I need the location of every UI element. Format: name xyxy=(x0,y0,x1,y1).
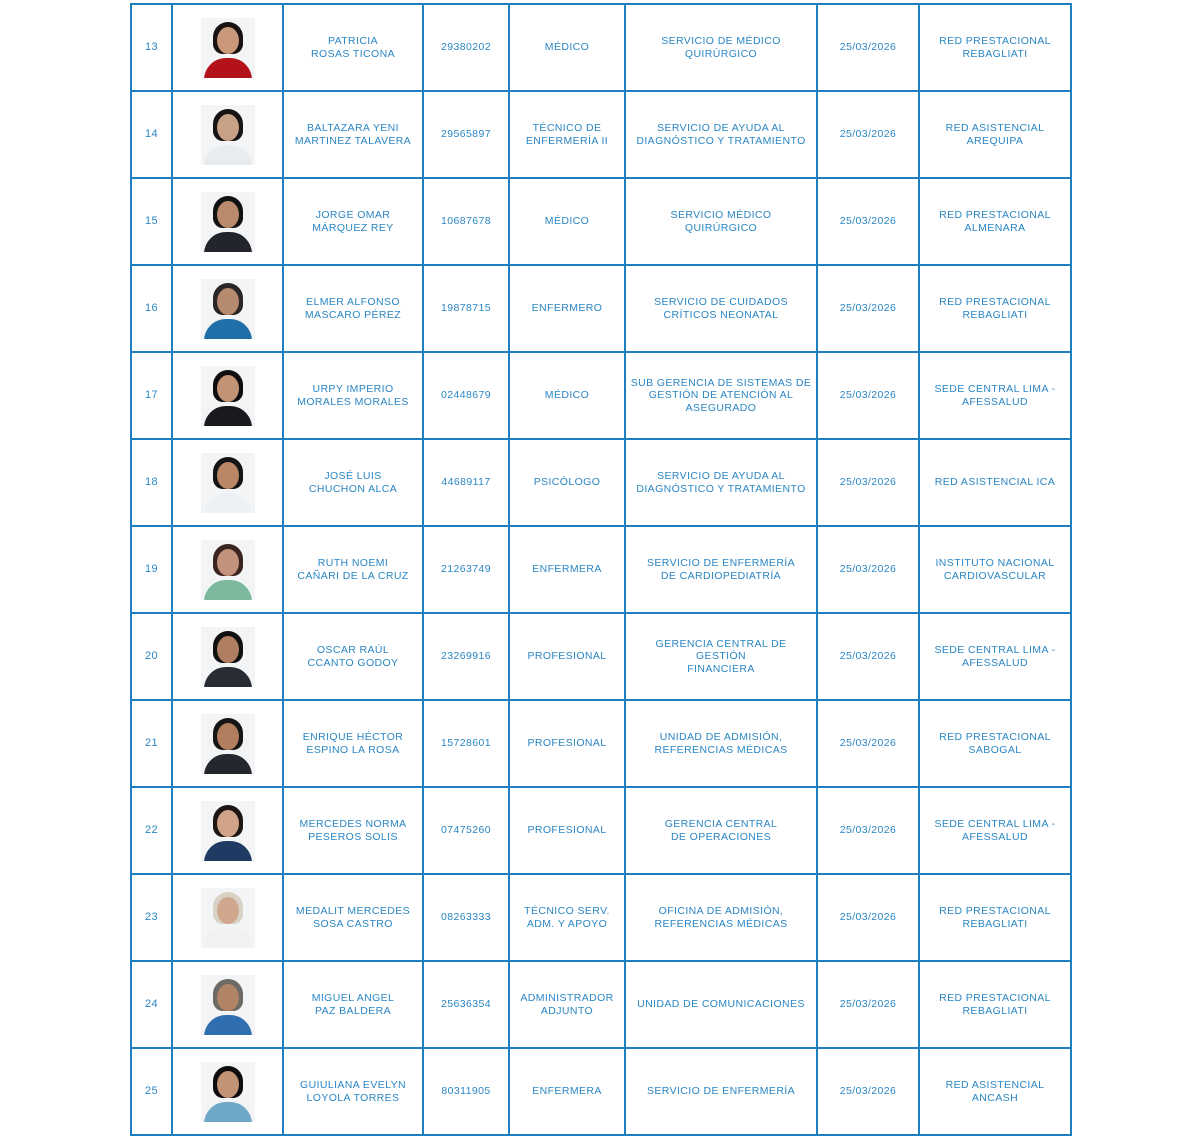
dni-number: 23269916 xyxy=(423,613,509,700)
department: SUB GERENCIA DE SISTEMAS DE GESTIÓN DE ATENCIÓN AL ASEGURADO xyxy=(625,352,817,439)
full-name: JORGE OMAR MÁRQUEZ REY xyxy=(283,178,423,265)
portrait-face xyxy=(217,810,239,837)
full-name: MEDALIT MERCEDES SOSA CASTRO xyxy=(283,874,423,961)
portrait-photo xyxy=(201,540,255,600)
job-title: ADMINISTRADOR ADJUNTO xyxy=(509,961,625,1048)
network-name: RED ASISTENCIAL ICA xyxy=(919,439,1071,526)
dni-number: 15728601 xyxy=(423,700,509,787)
row-number: 15 xyxy=(131,178,172,265)
portrait-face xyxy=(217,288,239,315)
table-body xyxy=(131,4,1071,1135)
network-name: SEDE CENTRAL LIMA - AFESSALUD xyxy=(919,787,1071,874)
department: UNIDAD DE ADMISIÓN, REFERENCIAS MÉDICAS xyxy=(625,700,817,787)
row-number: 18 xyxy=(131,439,172,526)
full-name: ELMER ALFONSO MASCARO PÉREZ xyxy=(283,265,423,352)
portrait-face xyxy=(217,27,239,54)
portrait-photo xyxy=(201,714,255,774)
portrait-clothes xyxy=(204,58,252,78)
table-row xyxy=(131,178,1071,265)
portrait-face xyxy=(217,984,239,1011)
dni-number: 08263333 xyxy=(423,874,509,961)
portrait-photo xyxy=(201,1062,255,1122)
photo-cell xyxy=(172,4,283,91)
portrait-clothes xyxy=(204,493,252,513)
photo-cell xyxy=(172,352,283,439)
photo-cell xyxy=(172,526,283,613)
table-row xyxy=(131,874,1071,961)
full-name: MIGUEL ANGEL PAZ BALDERA xyxy=(283,961,423,1048)
row-number: 25 xyxy=(131,1048,172,1135)
date: 25/03/2026 xyxy=(817,787,919,874)
portrait-photo xyxy=(201,192,255,252)
full-name: ENRIQUE HÉCTOR ESPINO LA ROSA xyxy=(283,700,423,787)
table-row xyxy=(131,4,1071,91)
date: 25/03/2026 xyxy=(817,265,919,352)
portrait-clothes xyxy=(204,232,252,252)
table-row xyxy=(131,700,1071,787)
portrait-face xyxy=(217,375,239,402)
table-row xyxy=(131,265,1071,352)
network-name: RED ASISTENCIAL AREQUIPA xyxy=(919,91,1071,178)
portrait-photo xyxy=(201,975,255,1035)
portrait-face xyxy=(217,114,239,141)
table-row xyxy=(131,439,1071,526)
portrait-clothes xyxy=(204,928,252,948)
dni-number: 07475260 xyxy=(423,787,509,874)
table-row xyxy=(131,613,1071,700)
date: 25/03/2026 xyxy=(817,613,919,700)
portrait-clothes xyxy=(204,319,252,339)
table-row xyxy=(131,352,1071,439)
job-title: MÉDICO xyxy=(509,352,625,439)
department: UNIDAD DE COMUNICACIONES xyxy=(625,961,817,1048)
date: 25/03/2026 xyxy=(817,178,919,265)
dni-number: 21263749 xyxy=(423,526,509,613)
date: 25/03/2026 xyxy=(817,1048,919,1135)
portrait-clothes xyxy=(204,1015,252,1035)
department: OFICINA DE ADMISIÓN, REFERENCIAS MÉDICAS xyxy=(625,874,817,961)
portrait-photo xyxy=(201,366,255,426)
job-title: MÉDICO xyxy=(509,4,625,91)
portrait-face xyxy=(217,549,239,576)
row-number: 24 xyxy=(131,961,172,1048)
department: SERVICIO DE ENFERMERÍA DE CARDIOPEDIATRÍA xyxy=(625,526,817,613)
job-title: ENFERMERA xyxy=(509,1048,625,1135)
job-title: TÉCNICO SERV. ADM. Y APOYO xyxy=(509,874,625,961)
portrait-face xyxy=(217,462,239,489)
dni-number: 80311905 xyxy=(423,1048,509,1135)
dni-number: 29565897 xyxy=(423,91,509,178)
network-name: RED PRESTACIONAL REBAGLIATI xyxy=(919,265,1071,352)
full-name: OSCAR RAÚL CCANTO GODOY xyxy=(283,613,423,700)
photo-cell xyxy=(172,91,283,178)
full-name: RUTH NOEMI CAÑARI DE LA CRUZ xyxy=(283,526,423,613)
network-name: RED PRESTACIONAL REBAGLIATI xyxy=(919,961,1071,1048)
dni-number: 44689117 xyxy=(423,439,509,526)
dni-number: 02448679 xyxy=(423,352,509,439)
job-title: MÉDICO xyxy=(509,178,625,265)
full-name: JOSÉ LUIS CHUCHON ALCA xyxy=(283,439,423,526)
network-name: RED PRESTACIONAL ALMENARA xyxy=(919,178,1071,265)
department: SERVICIO DE CUIDADOS CRÍTICOS NEONATAL xyxy=(625,265,817,352)
job-title: ENFERMERA xyxy=(509,526,625,613)
dni-number: 25636354 xyxy=(423,961,509,1048)
table-row xyxy=(131,961,1071,1048)
photo-cell xyxy=(172,700,283,787)
department: GERENCIA CENTRAL DE GESTIÓN FINANCIERA xyxy=(625,613,817,700)
portrait-photo xyxy=(201,18,255,78)
row-number: 21 xyxy=(131,700,172,787)
network-name: INSTITUTO NACIONAL CARDIOVASCULAR xyxy=(919,526,1071,613)
row-number: 16 xyxy=(131,265,172,352)
portrait-clothes xyxy=(204,841,252,861)
date: 25/03/2026 xyxy=(817,700,919,787)
portrait-face xyxy=(217,897,239,924)
portrait-photo xyxy=(201,453,255,513)
portrait-face xyxy=(217,723,239,750)
full-name: BALTAZARA YENI MARTINEZ TALAVERA xyxy=(283,91,423,178)
job-title: PROFESIONAL xyxy=(509,787,625,874)
date: 25/03/2026 xyxy=(817,961,919,1048)
portrait-clothes xyxy=(204,145,252,165)
department: SERVICIO DE MÉDICO QUIRÚRGICO xyxy=(625,4,817,91)
personnel-table xyxy=(130,3,1072,1136)
table-row xyxy=(131,526,1071,613)
department: SERVICIO DE ENFERMERÍA xyxy=(625,1048,817,1135)
network-name: RED PRESTACIONAL REBAGLIATI xyxy=(919,874,1071,961)
job-title: ENFERMERO xyxy=(509,265,625,352)
photo-cell xyxy=(172,265,283,352)
department: GERENCIA CENTRAL DE OPERACIONES xyxy=(625,787,817,874)
row-number: 22 xyxy=(131,787,172,874)
network-name: SEDE CENTRAL LIMA - AFESSALUD xyxy=(919,613,1071,700)
row-number: 19 xyxy=(131,526,172,613)
portrait-face xyxy=(217,1071,239,1098)
dni-number: 10687678 xyxy=(423,178,509,265)
full-name: MERCEDES NORMA PESEROS SOLIS xyxy=(283,787,423,874)
department: SERVICIO DE AYUDA AL DIAGNÓSTICO Y TRATAMIENTO xyxy=(625,91,817,178)
portrait-photo xyxy=(201,105,255,165)
job-title: PROFESIONAL xyxy=(509,613,625,700)
date: 25/03/2026 xyxy=(817,439,919,526)
portrait-clothes xyxy=(204,754,252,774)
dni-number: 29380202 xyxy=(423,4,509,91)
portrait-face xyxy=(217,636,239,663)
job-title: TÉCNICO DE ENFERMERÍA II xyxy=(509,91,625,178)
date: 25/03/2026 xyxy=(817,352,919,439)
dni-number: 19878715 xyxy=(423,265,509,352)
full-name: PATRICIA ROSAS TICONA xyxy=(283,4,423,91)
date: 25/03/2026 xyxy=(817,874,919,961)
portrait-photo xyxy=(201,279,255,339)
network-name: SEDE CENTRAL LIMA - AFESSALUD xyxy=(919,352,1071,439)
photo-cell xyxy=(172,178,283,265)
photo-cell xyxy=(172,439,283,526)
photo-cell xyxy=(172,613,283,700)
full-name: URPY IMPERIO MORALES MORALES xyxy=(283,352,423,439)
portrait-face xyxy=(217,201,239,228)
date: 25/03/2026 xyxy=(817,526,919,613)
row-number: 20 xyxy=(131,613,172,700)
network-name: RED PRESTACIONAL SABOGAL xyxy=(919,700,1071,787)
table-row xyxy=(131,91,1071,178)
date: 25/03/2026 xyxy=(817,91,919,178)
date: 25/03/2026 xyxy=(817,4,919,91)
portrait-photo xyxy=(201,801,255,861)
full-name: GUIULIANA EVELYN LOYOLA TORRES xyxy=(283,1048,423,1135)
row-number: 23 xyxy=(131,874,172,961)
table-row xyxy=(131,1048,1071,1135)
network-name: RED ASISTENCIAL ANCASH xyxy=(919,1048,1071,1135)
photo-cell xyxy=(172,874,283,961)
photo-cell xyxy=(172,961,283,1048)
network-name: RED PRESTACIONAL REBAGLIATI xyxy=(919,4,1071,91)
row-number: 17 xyxy=(131,352,172,439)
portrait-clothes xyxy=(204,580,252,600)
job-title: PROFESIONAL xyxy=(509,700,625,787)
row-number: 13 xyxy=(131,4,172,91)
department: SERVICIO DE AYUDA AL DIAGNÓSTICO Y TRATAMIENTO xyxy=(625,439,817,526)
portrait-clothes xyxy=(204,406,252,426)
portrait-photo xyxy=(201,888,255,948)
row-number: 14 xyxy=(131,91,172,178)
job-title: PSICÓLOGO xyxy=(509,439,625,526)
photo-cell xyxy=(172,1048,283,1135)
portrait-clothes xyxy=(204,667,252,687)
department: SERVICIO MÉDICO QUIRÚRGICO xyxy=(625,178,817,265)
table-row xyxy=(131,787,1071,874)
portrait-photo xyxy=(201,627,255,687)
photo-cell xyxy=(172,787,283,874)
portrait-clothes xyxy=(204,1102,252,1122)
